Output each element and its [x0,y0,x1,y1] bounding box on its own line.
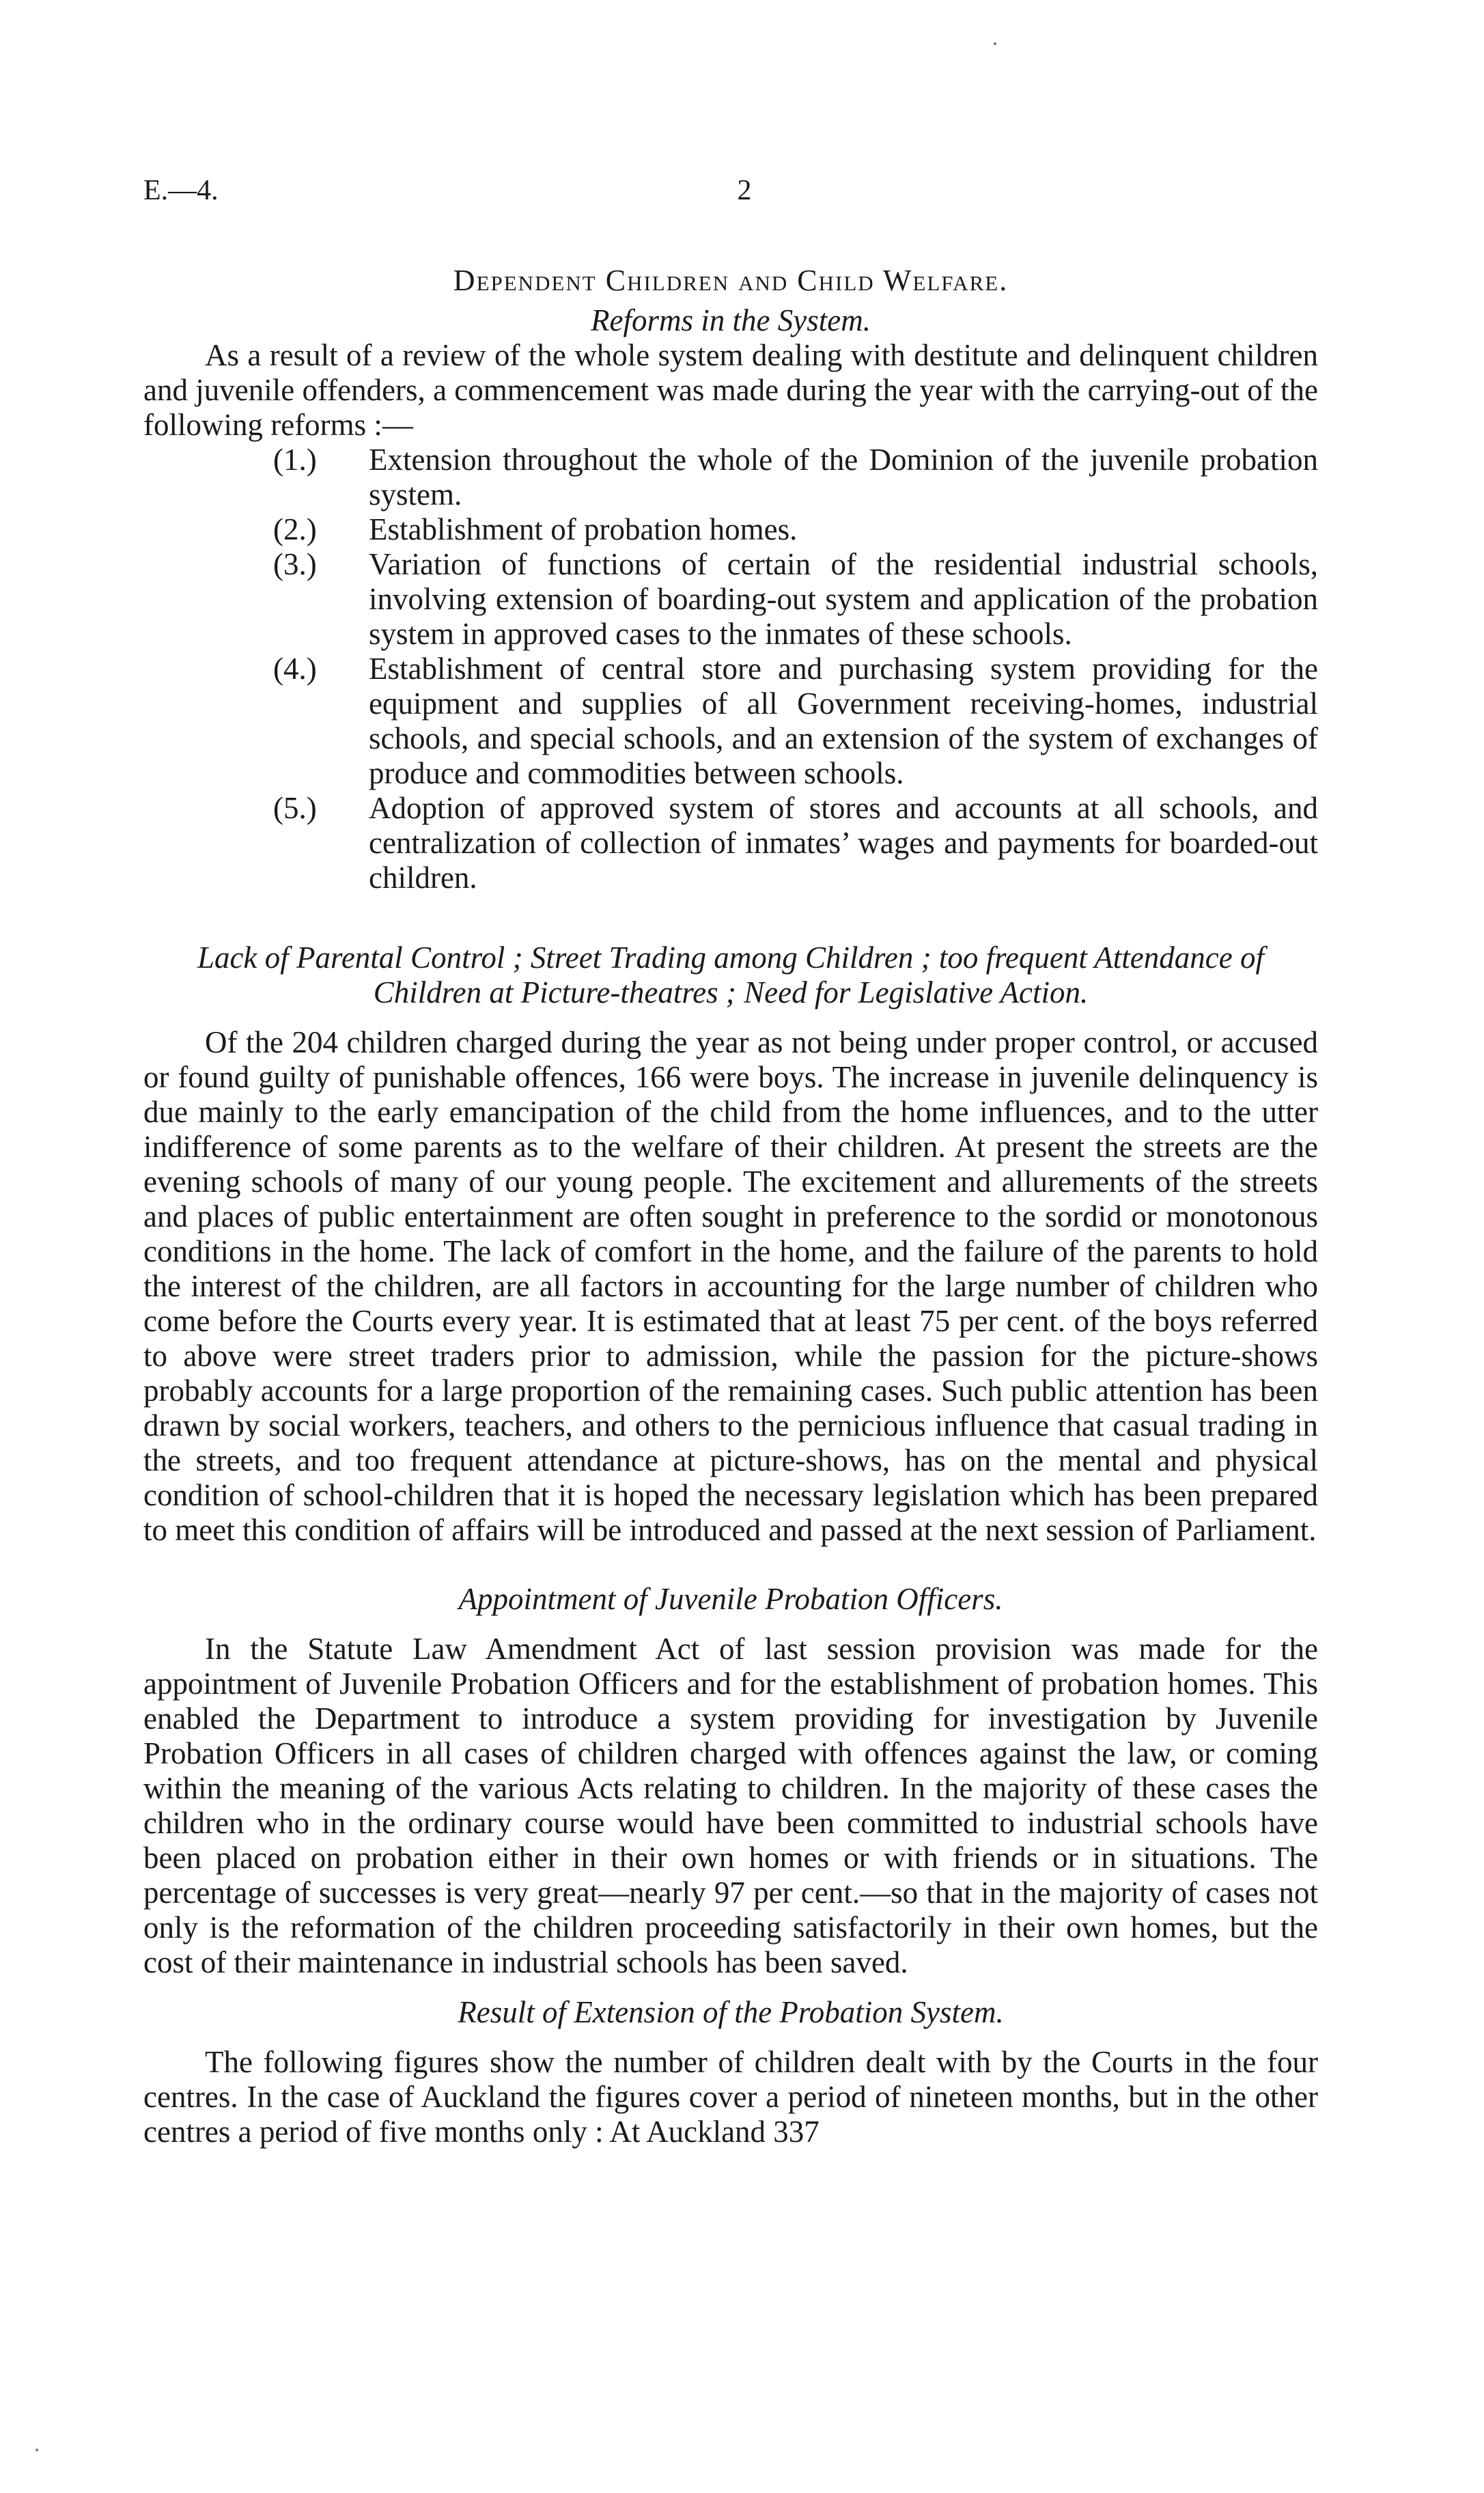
list-item [143,547,1318,652]
probation-extension-heading: Result of Extension of the Probation System. [458,1995,1004,2029]
scan-speck [994,42,996,45]
list-text: Variation of functions of certain of the residential industrial schools, involving extension of boarding-out system and application of the probation system in approved cases to the inmates of these schools. [369,547,1318,651]
reforms-list [143,443,1318,895]
list-number: (5.) [273,791,317,825]
probation-extension-paragraph: The following figures show the number of children dealt with by the Courts in the four centres. In the case of Auckland the figures cover a period of nineteen months, but in the other centres a period of five months only : At Auckland 337 [143,2045,1318,2149]
list-item [143,791,1318,895]
intro-paragraph: As a result of a review of the whole system dealing with destitute and delinquent children and juvenile offenders, a commencement was made during the year with the carrying-out of the following reforms :— [143,338,1318,442]
probation-officers-paragraph: In the Statute Law Amendment Act of last session provision was made for the appointment of Juvenile Probation Officers and for the establishment of probation homes. This enabled the Department to introduce a system providing for investigation by Juvenile Probation Officers in all cases of children charged with offences against the law, or coming within the meaning of the various Acts relating to children. In the majority of these cases the children who in the ordinary course would have been committed to industrial schools have been placed on probation either in their own homes or with friends or in situations. The percentage of successes is very great—nearly 97 per cent.—so that in the majority of cases not only is the reformation of the children proceeding satisfactorily in their own homes, but the cost of their maintenance in industrial schools has been saved. [143,1632,1318,1979]
list-item [143,512,1318,547]
running-header [143,174,1345,215]
list-item [143,652,1318,791]
list-text: Extension throughout the whole of the Dominion of the juvenile probation system. [369,443,1318,512]
list-number: (2.) [273,512,317,546]
section-title: Dependent Children and Child Welfare. [453,264,1009,297]
list-number: (4.) [273,652,317,686]
document-reference: E.—4. [143,175,219,206]
list-text: Establishment of central store and purchasing system providing for the equipment and supplies of all Government receiving-homes, industrial schools, and special schools, and an extension of the system of exchanges of produce and commodities between schools. [369,652,1318,790]
probation-officers-heading: Appointment of Juvenile Probation Officers. [458,1582,1003,1616]
list-item [143,443,1318,512]
list-text: Adoption of approved system of stores and accounts at all schools, and centralization of collection of inmates’ wages and payments for boarded-out children. [369,791,1318,895]
parental-control-heading: Lack of Parental Control ; Street Trading among Children ; too frequent Attendance of Children at Picture-theatres ; Need for Legislative Action. [197,941,1264,1009]
parental-control-paragraph: Of the 204 children charged during the year as not being under proper control, or accused or found guilty of punishable offences, 166 were boys. The increase in juvenile delinquency is due mainly to the early emancipation of the child from the home influences, and to the utter indifference of some parents as to the welfare of their children. At present the streets are the evening schools of many of our young people. The excitement and allurements of the streets and places of public entertainment are often sought in preference to the sordid or monotonous conditions in the home. The lack of comfort in the home, and the failure of the parents to hold the interest of the children, are all factors in accounting for the large number of children who come before the Courts every year. It is estimated that at least 75 per cent. of the boys referred to above were street traders prior to admission, while the passion for the picture-shows probably accounts for a large proportion of the remaining cases. Such public attention has been drawn by social workers, teachers, and others to the pernicious influence that casual trading in the streets, and too frequent attendance at picture-shows, has on the mental and physical condition of school-children that it is hoped the necessary legislation which has been prepared to meet this condition of affairs will be introduced and passed at the next session of Parliament. [143,1025,1318,1547]
body-text [143,263,1318,2149]
list-number: (3.) [273,547,317,581]
page-number: 2 [737,175,752,206]
list-text: Establishment of probation homes. [369,512,798,546]
scan-speck [36,2449,38,2451]
section-subtitle: Reforms in the System. [591,303,871,337]
list-number: (1.) [273,443,317,477]
